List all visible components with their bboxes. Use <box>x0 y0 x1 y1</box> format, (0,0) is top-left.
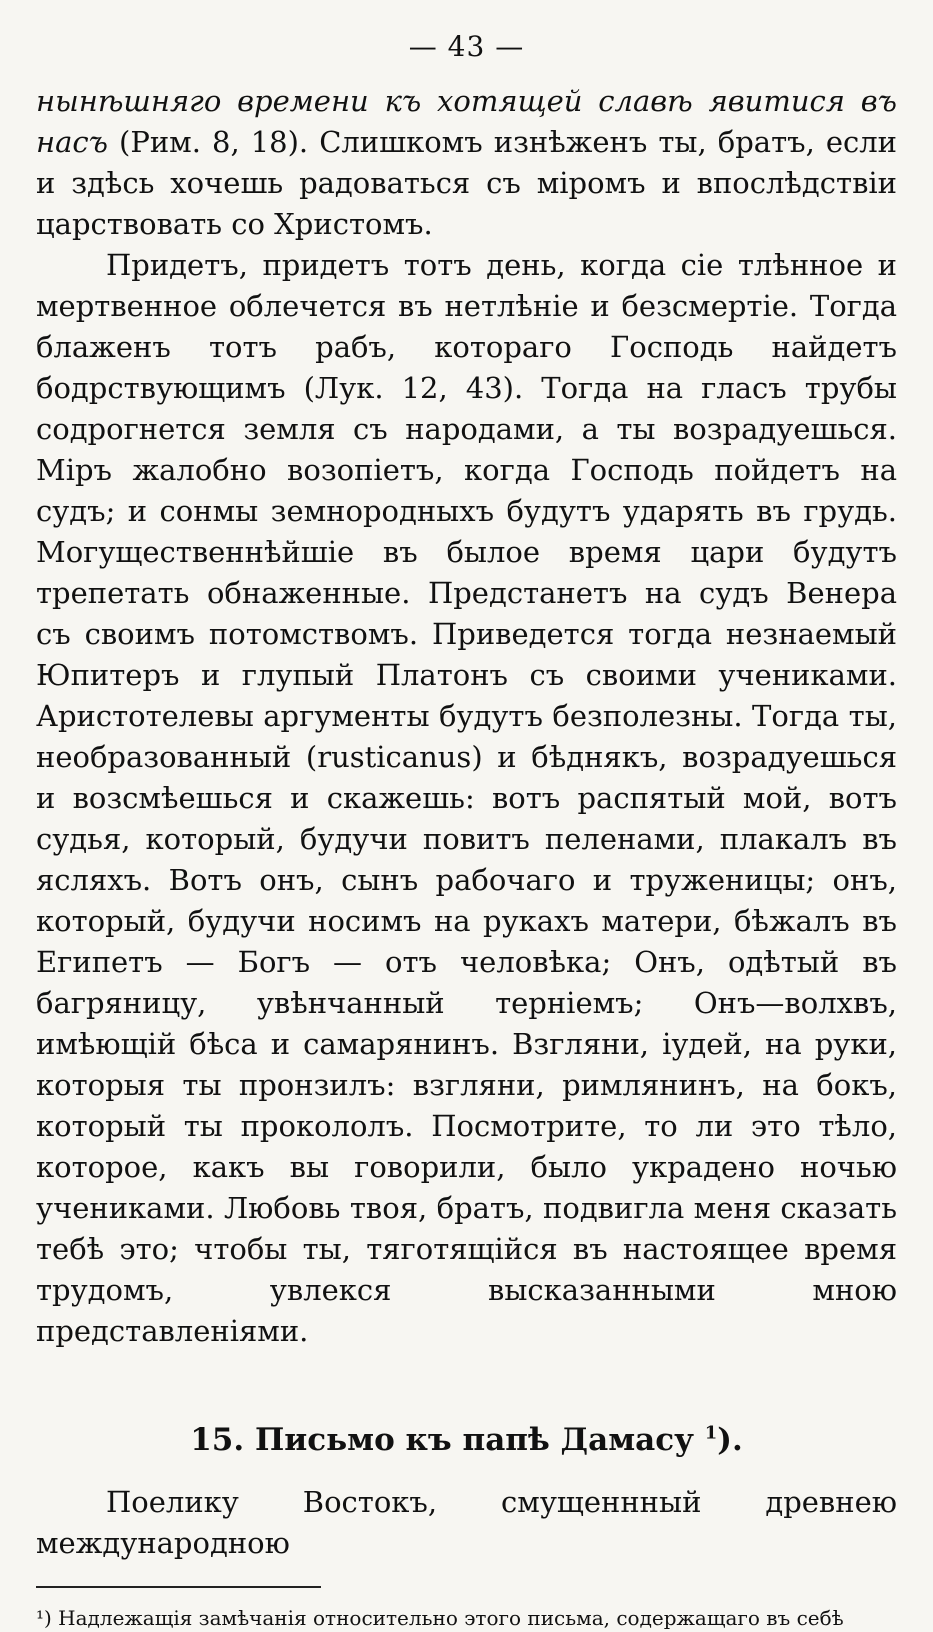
italic-quote: нынѣшняго времени къ хотящей славѣ явитися въ насъ <box>36 84 897 159</box>
section-title: 15. Письмо къ папѣ Дамасу <box>190 1422 694 1458</box>
footnote: ¹) Надлежащія замѣчанія относительно этого письма, содержащаго въ себѣ <box>36 1606 844 1630</box>
paragraph-continuation-text: (Рим. 8, 18). Слишкомъ изнѣженъ ты, братъ, если и здѣсь хочешь радоваться съ міромъ и впослѣдствіи царствовать со Христомъ. <box>36 125 897 241</box>
book-page <box>36 30 897 1630</box>
footnote-marker: 1 <box>704 1422 718 1444</box>
paragraph-continuation <box>36 81 897 245</box>
page-number: — 43 — <box>408 30 525 63</box>
paragraph-letter-start: Поелику Востокъ, смущеннный древнею международною <box>36 1485 897 1560</box>
section-heading <box>36 1422 897 1458</box>
footnote-separator <box>36 1586 321 1588</box>
paragraph-main: Придетъ, придетъ тотъ день, когда сіе тлѣнное и мертвенное облечется въ нетлѣніе и безсмертіе. Тогда блаженъ тотъ рабъ, котораго Господь найдетъ бодрствующимъ (Лук. 12, 43). Тогда на гласъ трубы содрогнется земля съ народами, а ты возрадуешься. Міръ жалобно возопіетъ, когда Господь пойдетъ на судъ; и сонмы земнородныхъ будутъ ударять въ грудь. Могущественнѣйшіе въ былое время цари будутъ трепетать обнаженные. Предстанетъ на судъ Венера съ своимъ потомствомъ. Приведется тогда незнаемый Юпитеръ и глупый Платонъ съ своими учениками. Аристотелевы аргументы будутъ безполезны. Тогда ты, необразованный (rusticanus) и бѣднякъ, возрадуешься и возсмѣешься и скажешь: вотъ распятый мой, вотъ судья, который, будучи повитъ пеленами, плакалъ въ ясляхъ. Вотъ онъ, сынъ рабочаго и труженицы; онъ, который, будучи носимъ на рукахъ матери, бѣжалъ въ Египетъ — Богъ — отъ человѣка; Онъ, одѣтый въ багряницу, увѣнчанный терніемъ; Онъ—волхвъ, имѣющій бѣса и самарянинъ. Взгляни, іудей, на руки, которыя ты пронзилъ: взгляни, римлянинъ, на бокъ, который ты прокололъ. Посмотрите, то ли это тѣло, которое, какъ вы говорили, было украдено ночью учениками. Любовь твоя, братъ, подвигла меня сказать тебѣ это; чтобы ты, тяготящійся въ настоящее время трудомъ, увлекся высказанными мною представленіями. <box>36 248 897 1348</box>
section-title-closing: ). <box>717 1422 743 1458</box>
